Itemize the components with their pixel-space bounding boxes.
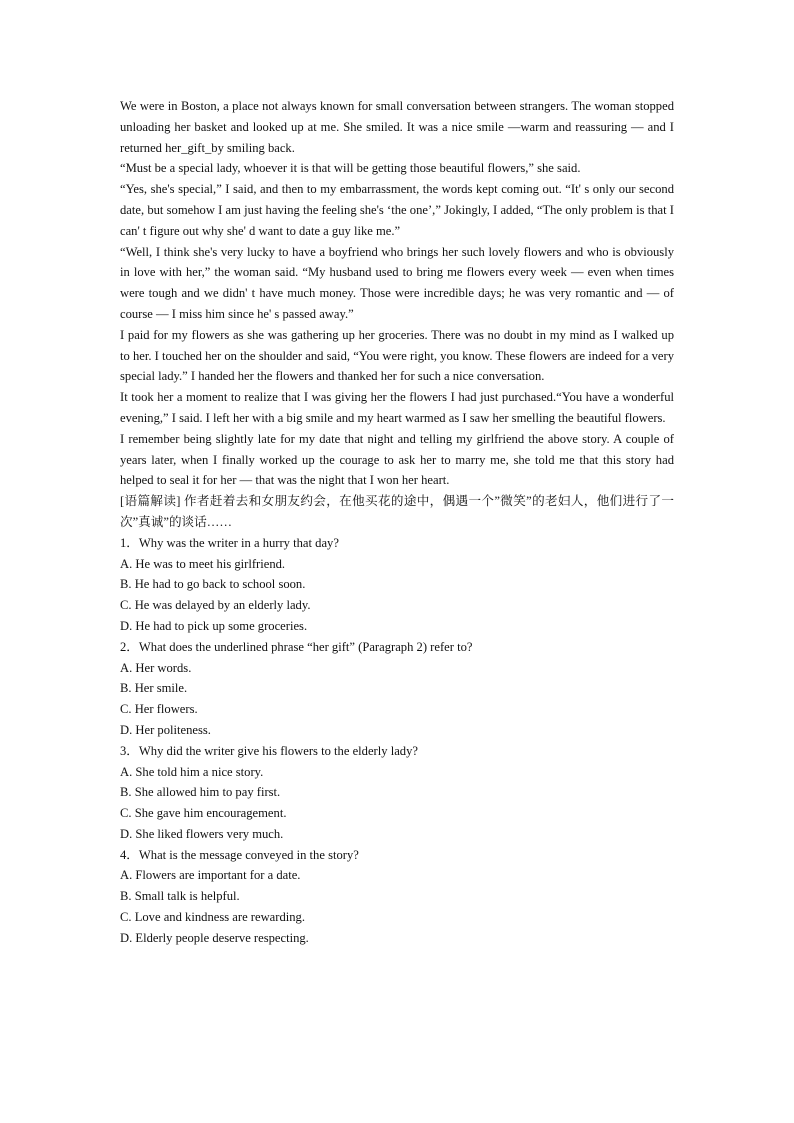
option-a: A. Her words. — [120, 660, 192, 675]
passage-summary: [语篇解读] 作者赶着去和女朋友约会，在他买花的途中，偶遇一个”微笑”的老妇人，他们进行了一次”真诚”的谈话…… — [120, 494, 674, 529]
underlined-phrase: her_gift_by — [165, 140, 224, 155]
option-c: C. Her flowers. — [120, 702, 198, 717]
passage-paragraph-3: “Yes, she's special,” I said, and then to my embarrassment, the words kept coming out. “It' s only our second date, but somehow I am just having the feeling she's ‘the one’,” Jokingly, I added, “The only problem is that I can' t figure out why she' d want to date a guy like me.” — [120, 182, 674, 238]
option-c: C. She gave him encouragement. — [120, 806, 287, 821]
option-b: B. She allowed him to pay first. — [120, 785, 281, 800]
question-stem: 2．What does the underlined phrase “her gift” (Paragraph 2) refer to? — [120, 639, 473, 654]
option-c: C. He was delayed by an elderly lady. — [120, 598, 311, 613]
passage-paragraph-2: “Must be a special lady, whoever it is that will be getting those beautiful flowers,” she said. — [120, 161, 581, 176]
paragraph-text: We were in Boston, a place not always known for small conversation between strangers. The woman stopped unloading her basket and looked up at me. She smiled. It was a nice smile —warm and reassuring — and I returned — [120, 99, 674, 155]
option-a: A. He was to meet his girlfriend. — [120, 556, 286, 571]
question-4 — [120, 845, 674, 949]
option-b: B. Small talk is helpful. — [120, 889, 240, 904]
option-d: D. She liked flowers very much. — [120, 826, 284, 841]
paragraph-text: smiling back. — [223, 140, 295, 155]
passage-paragraph-4: “Well, I think she's very lucky to have a boyfriend who brings her such lovely flowers and who is obviously in love with her,” the woman said. “My husband used to bring me flowers every week — even when times were tough and we didn' t have much money. Those were incredible days; he was very romantic and — of course — I miss him since he' s passed away.” — [120, 244, 674, 321]
question-stem: 1．Why was the writer in a hurry that day? — [120, 535, 339, 550]
option-b: B. He had to go back to school soon. — [120, 577, 306, 592]
question-3 — [120, 741, 674, 845]
passage-paragraph-5: I paid for my flowers as she was gathering up her groceries. There was no doubt in my mind as I walked up to her. I touched her on the shoulder and said, “You were right, you know. These flowers are indeed for a very special lady.” I handed her the flowers and thanked her for such a nice conversation. — [120, 327, 674, 384]
option-c: C. Love and kindness are rewarding. — [120, 910, 306, 925]
question-1 — [120, 533, 674, 637]
question-stem: 4．What is the message conveyed in the story? — [120, 847, 359, 862]
question-2 — [120, 637, 674, 741]
passage-paragraph-1 — [120, 96, 674, 158]
option-a: A. She told him a nice story. — [120, 764, 264, 779]
passage-paragraph-7: I remember being slightly late for my date that night and telling my girlfriend the above story. A couple of years later, when I finally worked up the courage to ask her to marry me, she told me that this story had helped to seal it for her — that was the night that I won her heart. — [120, 431, 674, 488]
question-stem: 3．Why did the writer give his flowers to the elderly lady? — [120, 743, 418, 758]
document-body — [120, 96, 674, 949]
option-a: A. Flowers are important for a date. — [120, 868, 301, 883]
option-b: B. Her smile. — [120, 681, 188, 696]
passage-paragraph-6: It took her a moment to realize that I was giving her the flowers I had just purchased.“You have a wonderful evening,” I said. I left her with a big smile and my heart warmed as I saw her smelling the beautiful flowers. — [120, 390, 674, 425]
option-d: D. Elderly people deserve respecting. — [120, 930, 309, 945]
option-d: D. He had to pick up some groceries. — [120, 618, 308, 633]
option-d: D. Her politeness. — [120, 722, 211, 737]
